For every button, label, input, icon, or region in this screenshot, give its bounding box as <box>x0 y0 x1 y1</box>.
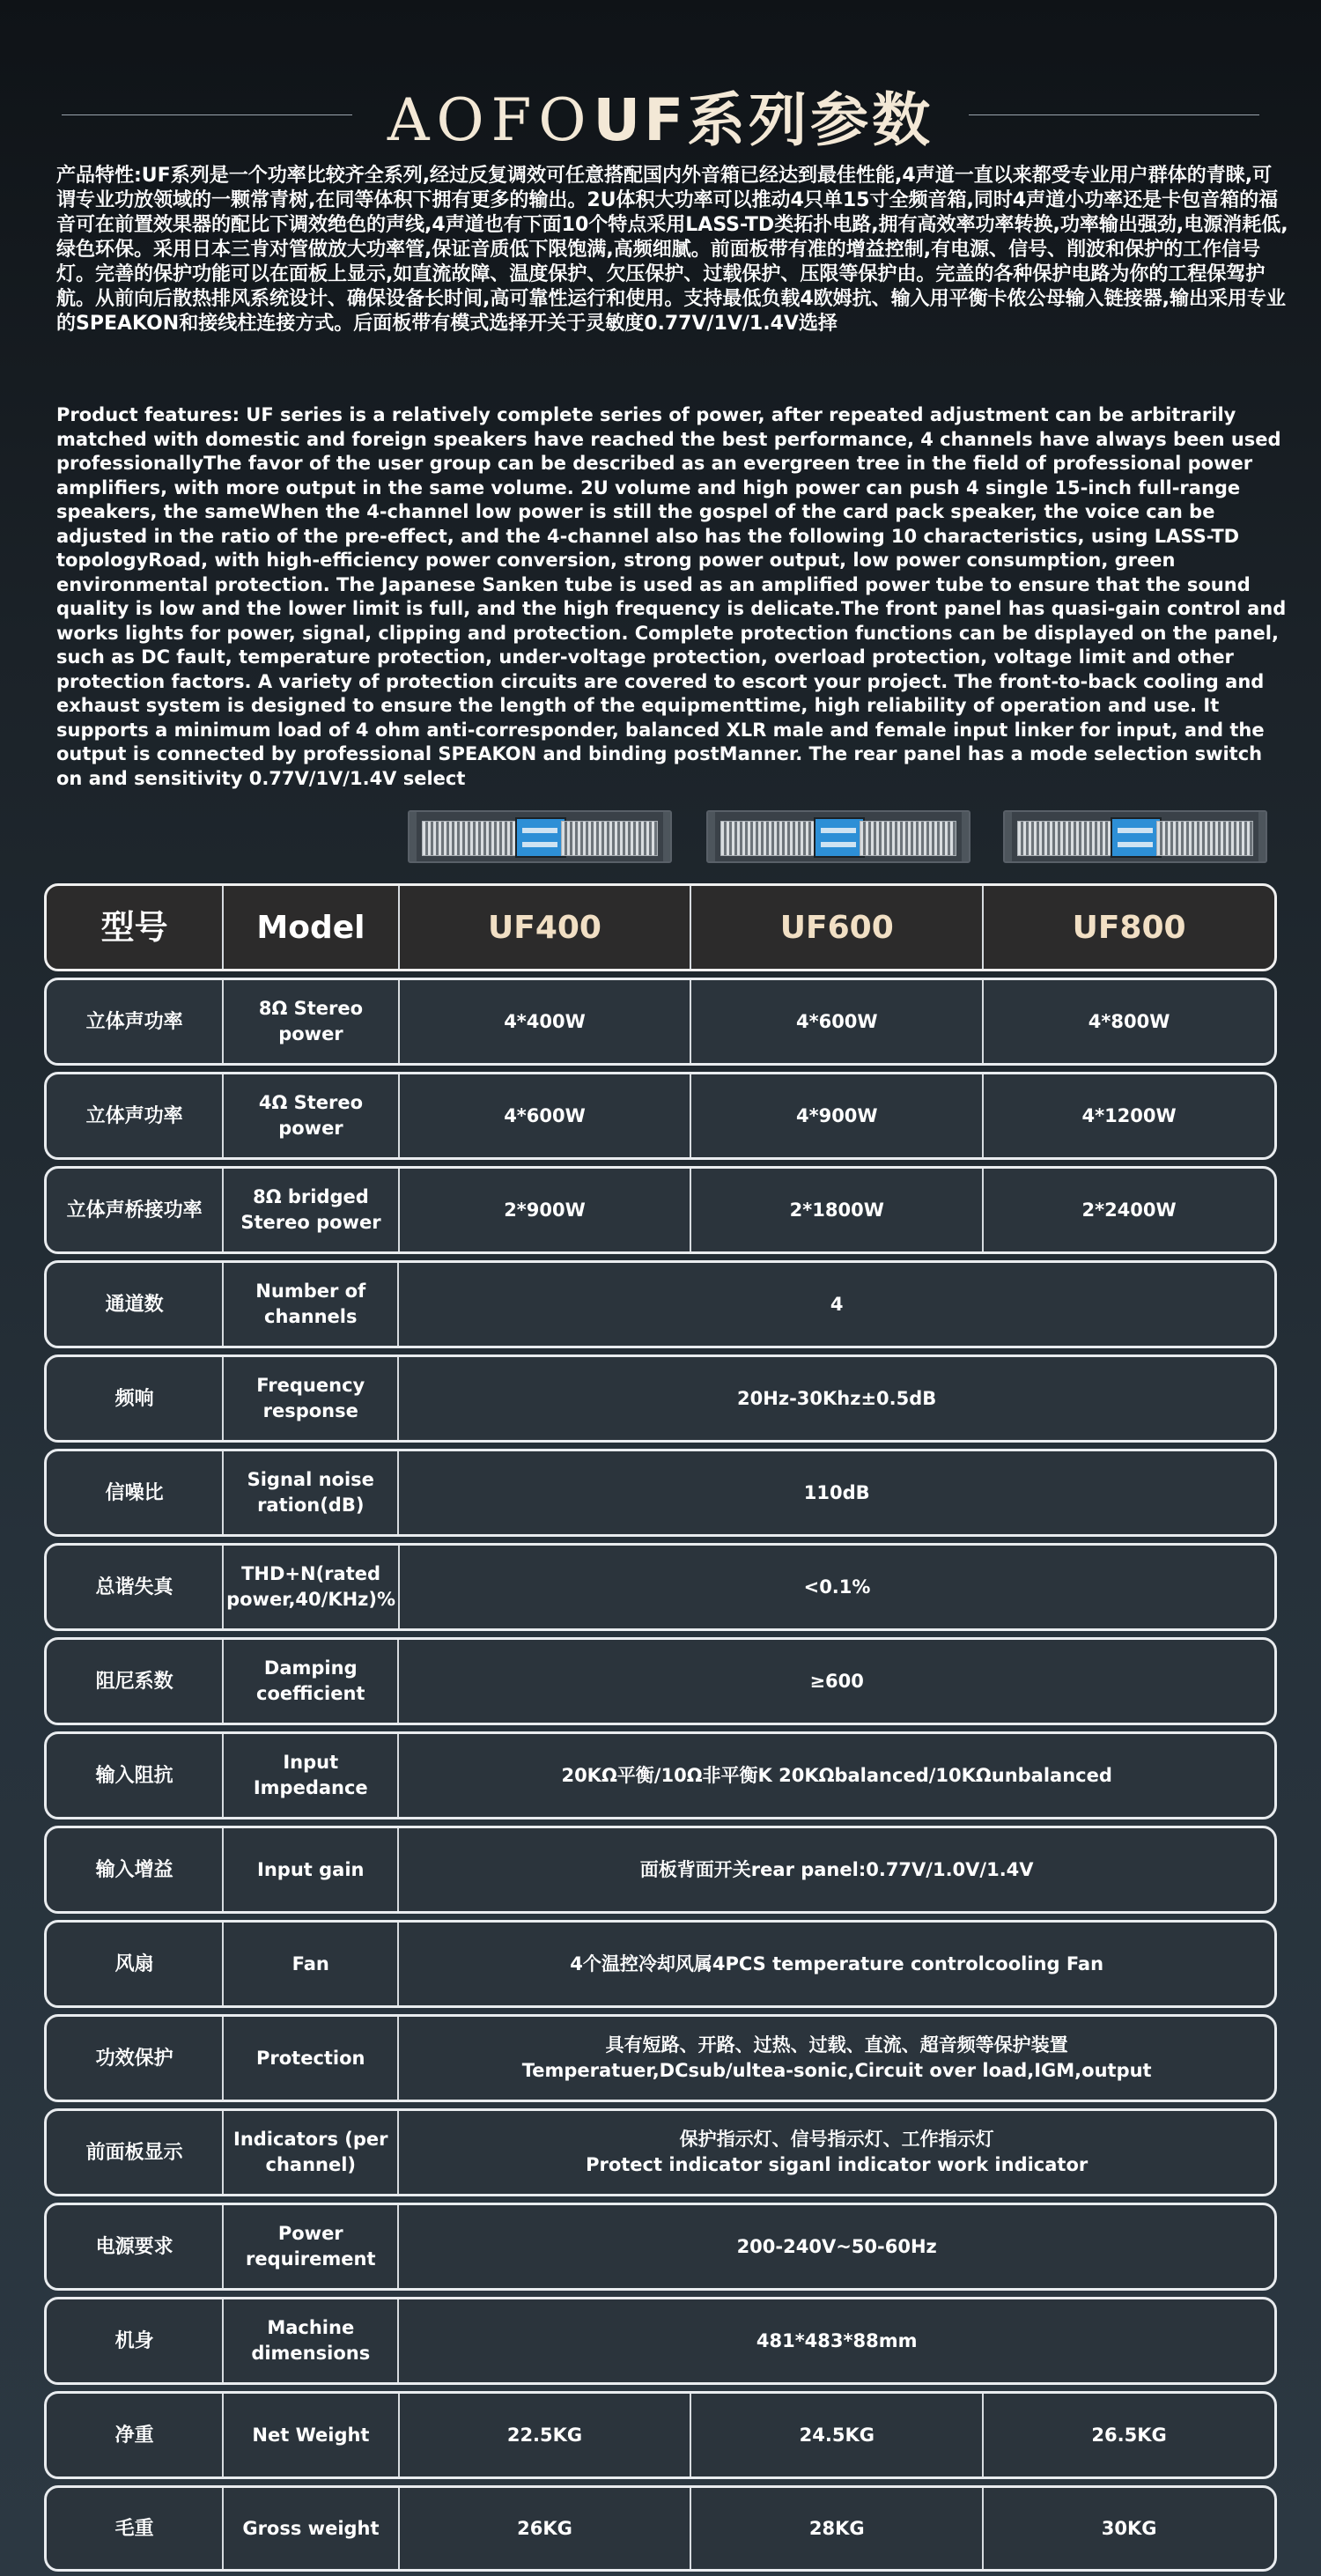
row-value-line-2: Protect indicator siganl indicator work indicator <box>586 2154 1089 2175</box>
row-value-line-1: 保护指示灯、信号指示灯、工作指示灯 <box>679 2129 994 2150</box>
title-divider-right <box>969 114 1259 115</box>
table-row <box>44 1449 1277 1537</box>
row-value-uf600: 4*600W <box>690 980 982 1063</box>
page-title <box>387 73 934 157</box>
row-value-uf800: 4*1200W <box>982 1074 1274 1157</box>
table-row <box>44 1731 1277 1819</box>
row-value: 110dB <box>397 1451 1274 1534</box>
row-value-uf400: 22.5KG <box>398 2394 690 2476</box>
row-value-uf600: 2*1800W <box>690 1169 982 1251</box>
row-value: 20Hz-30Khz±0.5dB <box>397 1357 1274 1440</box>
row-value-uf400: 4*600W <box>398 1074 690 1157</box>
table-row <box>44 2485 1277 2572</box>
row-cn-label: 输入增益 <box>95 1858 173 1881</box>
row-value <box>397 2017 1274 2100</box>
row-cn-label: 前面板显示 <box>85 2141 183 2164</box>
row-value-line-2: Temperatuer,DCsub/ultea-sonic,Circuit over load,IGM,output <box>521 2060 1152 2081</box>
row-value-line-1: 具有短路、开路、过热、过载、直流、超音频等保护装置 <box>605 2034 1068 2056</box>
table-row <box>44 1543 1277 1631</box>
row-cn-label: 总谐失真 <box>95 1576 173 1598</box>
row-cn-label: 毛重 <box>114 2517 154 2540</box>
table-row <box>44 1826 1277 1914</box>
description-chinese: 产品特性:UF系列是一个功率比较齐全系列,经过反复调效可任意搭配国内外音箱已经达到最佳性能,4声道一直以来都受专业用户群体的青睐,可谓专业功放领域的一颗常青树,在同等体积下拥有更多的输出。2U体积大功率可以推动4只单15寸全频音箱,同时4声道小功率还是卡包音箱的福音可在前置效果器的配比下调效绝色的声线,4声道也有下面10个特点采用LASS-TD类拓扑电路,拥有高效率功率转换,功率输出强劲,电源消耗低,绿色环保。采用日本三肯对管做放大功率管,保证音质低下限饱满,高频细腻。前面板带有准的增益控制,有电源、信号、削波和保护的工作信号灯。完善的保护功能可以在面板上显示,如直流故障、温度保护、欠压保护、过载保护、压限等保护由。完盖的各种保护电路为你的工程保驾护航。从前向后散热排风系统设计、确保设备长时间,高可靠性运行和使用。支持最低负载4欧姆抗、输入用平衡卡侬公母输入链接器,输出采用专业的SPEAKON和接线柱连接方式。后面板带有模式选择开关于灵敏度0.77V/1V/1.4V选择 <box>56 165 1288 335</box>
row-en-label: Fan <box>222 1923 397 2005</box>
table-row <box>44 1354 1277 1443</box>
table-row <box>44 2014 1277 2102</box>
amplifier-image-uf600 <box>706 810 970 863</box>
row-en-label: Indicators (per channel) <box>222 2111 397 2194</box>
row-cn-label: 机身 <box>114 2329 154 2352</box>
row-cn-label: 立体声功率 <box>85 1104 183 1127</box>
row-value: <0.1% <box>398 1546 1274 1628</box>
row-cn-label: 信噪比 <box>105 1481 164 1504</box>
row-en-label: Input gain <box>222 1828 397 1911</box>
header-model-uf800: UF800 <box>982 886 1274 969</box>
title-divider-left <box>62 114 352 115</box>
row-cn-label: 功效保护 <box>95 2047 173 2070</box>
table-row <box>44 1260 1277 1348</box>
row-value-uf400: 2*900W <box>398 1169 690 1251</box>
row-cn-label: 频响 <box>114 1387 154 1410</box>
row-value-uf800: 26.5KG <box>982 2394 1274 2476</box>
row-value-uf600: 4*900W <box>690 1074 982 1157</box>
row-en-label: 4Ω Stereo power <box>222 1074 397 1157</box>
row-cn-label: 净重 <box>114 2424 154 2447</box>
table-row <box>44 2391 1277 2479</box>
row-value: 481*483*88mm <box>397 2299 1274 2382</box>
table-row <box>44 1072 1277 1160</box>
row-cn-label: 立体声功率 <box>85 1010 183 1033</box>
row-value-uf600: 28KG <box>690 2488 982 2569</box>
table-row <box>44 1920 1277 2008</box>
spec-table-header <box>44 883 1277 971</box>
row-en-label: Protection <box>222 2017 397 2100</box>
row-en-label: Machine dimensions <box>222 2299 397 2382</box>
row-value: 4 <box>397 1263 1274 1346</box>
row-en-label: Frequency response <box>222 1357 397 1440</box>
row-en-label: Gross weight <box>222 2488 397 2569</box>
row-cn-label: 阻尼系数 <box>95 1670 173 1693</box>
row-value: ≥600 <box>397 1640 1274 1723</box>
row-value: 200-240V~50-60Hz <box>397 2205 1274 2288</box>
row-en-label: Damping coefficient <box>222 1640 397 1723</box>
row-value-uf800: 4*800W <box>982 980 1274 1063</box>
table-row <box>44 2108 1277 2196</box>
row-cn-label: 立体声桥接功率 <box>66 1199 203 1222</box>
table-row <box>44 978 1277 1066</box>
row-en-label: Power requirement <box>222 2205 397 2288</box>
row-en-label: THD+N(rated power,40/KHz)% <box>222 1546 398 1628</box>
table-row <box>44 1166 1277 1254</box>
row-value: 面板背面开关rear panel:0.77V/1.0V/1.4V <box>397 1828 1274 1911</box>
row-value: 20KΩ平衡/10Ω非平衡K 20KΩbalanced/10KΩunbalanced <box>397 1734 1274 1817</box>
row-cn-label: 通道数 <box>105 1293 164 1316</box>
row-value-uf400: 26KG <box>398 2488 690 2569</box>
row-cn-label: 风扇 <box>114 1952 154 1975</box>
description-english: Product features: UF series is a relatively complete series of power, after repeated adjustment can be arbitrarily matched with domestic and foreign speakers have reached the best performance, 4 channels have always been used professionallyThe favor of the user group can be described as an evergreen tree in the field of professional power amplifiers, with more output in the same volume. 2U volume and high power can push 4 single 15-inch full-range speakers, the sameWhen the 4-channel low power is still the gospel of the card pack speaker, the voice can be adjusted in the ratio of the pre-effect, and the 4-channel also has the following 10 characteristics, using LASS-TD topologyRoad, with high-efficiency power conversion, strong power output, low power consumption, green environmental protection. The Japanese Sanken tube is used as an amplified power tube to ensure that the sound quality is low and the lower limit is full, and the high frequency is delicate.The front panel has quasi-gain control and works lights for power, signal, clipping and protection. Complete protection functions can be displayed on the panel, such as DC fault, temperature protection, under-voltage protection, overload protection, voltage limit and other protection factors. A variety of protection circuits are covered to escort your project. The front-to-back cooling and exhaust system is designed to ensure the length of the equipmenttime, high reliability of operation and use. It supports a minimum load of 4 ohm anti-corresponder, balanced XLR male and female input linker for input, and the output is connected by professional SPEAKON and binding postManner. The rear panel has a mode selection switch on and sensitivity 0.77V/1V/1.4V select <box>56 404 1287 789</box>
title-row <box>0 70 1321 159</box>
row-en-label: Number of channels <box>222 1263 397 1346</box>
row-value-uf400: 4*400W <box>398 980 690 1063</box>
row-value <box>397 2111 1274 2194</box>
row-en-label: Input Impedance <box>222 1734 397 1817</box>
row-en-label: Net Weight <box>222 2394 397 2476</box>
header-cn-label: 型号 <box>100 907 168 947</box>
table-row <box>44 2297 1277 2385</box>
series-title: UF系列参数 <box>593 85 934 154</box>
product-images <box>0 810 1321 865</box>
row-value: 4个温控冷却风属4PCS temperature controlcooling Fan <box>397 1923 1274 2005</box>
row-value-uf600: 24.5KG <box>690 2394 982 2476</box>
table-row <box>44 2203 1277 2291</box>
header-en-label: Model <box>222 886 397 969</box>
row-en-label: 8Ω Stereo power <box>222 980 397 1063</box>
amplifier-image-uf400 <box>408 810 672 863</box>
amplifier-image-uf800 <box>1003 810 1267 863</box>
row-value-uf800: 30KG <box>982 2488 1274 2569</box>
table-row <box>44 1637 1277 1725</box>
row-value-uf800: 2*2400W <box>982 1169 1274 1251</box>
brand-logo: AOFO <box>387 85 594 154</box>
header-model-uf400: UF400 <box>398 886 690 969</box>
row-en-label: Signal noise ration(dB) <box>222 1451 397 1534</box>
row-en-label: 8Ω bridged Stereo power <box>222 1169 397 1251</box>
row-cn-label: 电源要求 <box>95 2235 173 2258</box>
header-model-uf600: UF600 <box>690 886 982 969</box>
row-cn-label: 输入阻抗 <box>95 1764 173 1787</box>
